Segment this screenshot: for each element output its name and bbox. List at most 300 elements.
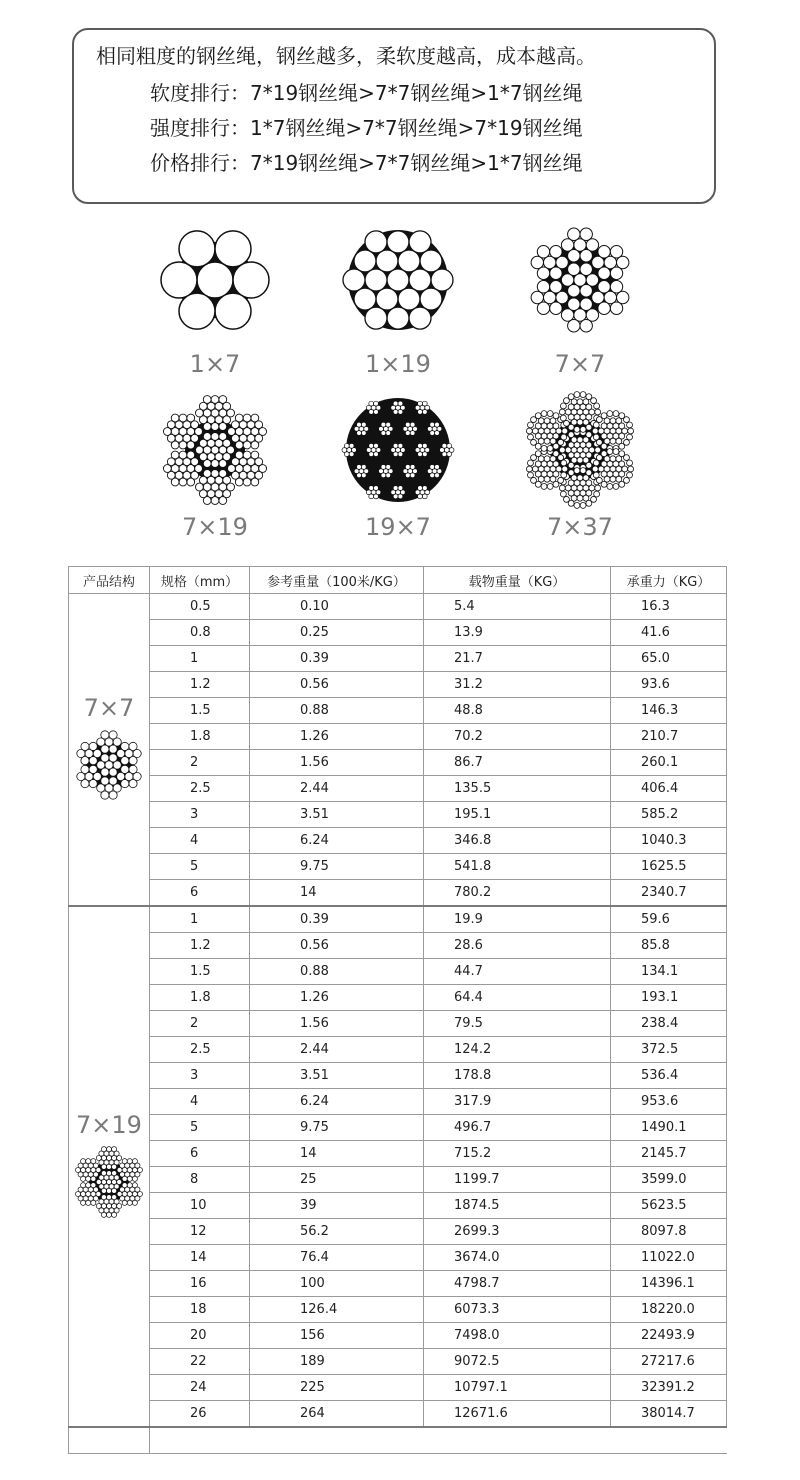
wire-circle <box>547 411 553 417</box>
wire-circle <box>535 413 541 419</box>
wire-circle <box>574 468 580 474</box>
wire-circle <box>106 1146 111 1151</box>
weight-cell: 264 <box>250 1401 424 1428</box>
weight-cell: 6.24 <box>250 828 424 854</box>
spec-cell: 14 <box>150 1245 250 1271</box>
load-cell: 21.7 <box>424 646 611 672</box>
wire-circle <box>586 462 592 468</box>
load-cell: 31.2 <box>424 672 611 698</box>
wire-circle <box>114 1199 119 1204</box>
spec-cell: 1.8 <box>150 985 250 1011</box>
wire-circle <box>580 228 592 240</box>
wire-circle <box>386 422 391 427</box>
weight-cell: 14 <box>250 880 424 907</box>
spec-cell: 1.8 <box>150 724 250 750</box>
wire-circle <box>81 742 89 750</box>
table-row <box>69 750 727 776</box>
capacity-cell: 27217.6 <box>611 1349 727 1375</box>
wire-circle <box>129 756 137 764</box>
wire-circle <box>187 478 195 486</box>
wire-circle <box>386 465 391 470</box>
table-row <box>69 1141 727 1167</box>
wire-circle <box>610 476 616 482</box>
wire-circle <box>544 438 550 444</box>
load-cell: 1874.5 <box>424 1193 611 1219</box>
spec-cell: 3 <box>150 802 250 828</box>
load-cell: 195.1 <box>424 802 611 828</box>
wire-circle <box>586 500 592 506</box>
weight-cell: 3.51 <box>250 1063 424 1089</box>
wire-circle <box>561 460 567 466</box>
wire-circle <box>91 1176 96 1181</box>
wire-circle <box>179 231 215 267</box>
wire-circle <box>106 1164 111 1169</box>
capacity-cell: 260.1 <box>611 750 727 776</box>
wire-circle <box>627 422 633 428</box>
wire-circle <box>349 443 354 448</box>
wire-circle <box>442 443 447 448</box>
wire-circle <box>627 434 633 440</box>
wire-circle <box>101 776 109 784</box>
wire-circle <box>550 302 562 314</box>
diagram-label-1x7: 1×7 <box>189 350 241 378</box>
wire-circle <box>86 1176 91 1181</box>
wire-circle <box>187 441 195 449</box>
wire-circle <box>409 269 431 291</box>
weight-cell: 2.44 <box>250 776 424 802</box>
table-row-empty <box>69 1427 727 1454</box>
weight-cell: 25 <box>250 1167 424 1193</box>
spec-cell: 18 <box>150 1297 250 1323</box>
capacity-cell: 1625.5 <box>611 854 727 880</box>
capacity-cell: 238.4 <box>611 1011 727 1037</box>
weight-cell: 1.56 <box>250 1011 424 1037</box>
header-capacity: 承重力（KG） <box>611 567 727 594</box>
wire-circle <box>593 422 599 428</box>
table-row <box>69 933 727 959</box>
wire-circle <box>568 263 580 275</box>
capacity-cell: 85.8 <box>611 933 727 959</box>
wire-circle <box>386 473 391 478</box>
wire-circle <box>219 460 227 468</box>
wire-circle <box>544 456 550 462</box>
wire-circle <box>580 298 592 310</box>
wire-circle <box>607 449 613 455</box>
wire-circle <box>106 1212 111 1217</box>
empty-cell <box>150 1427 727 1454</box>
wire-circle <box>255 458 263 466</box>
wire-circle <box>561 472 567 478</box>
wire-circle <box>171 414 179 422</box>
capacity-cell: 1040.3 <box>611 828 727 854</box>
spec-cell: 6 <box>150 880 250 907</box>
wire-circle <box>101 1146 106 1151</box>
wire-circle <box>447 443 452 448</box>
wire-circle <box>628 466 634 472</box>
wire-circle <box>610 281 622 293</box>
wire-circle <box>607 411 613 417</box>
rope-7x19-diagram <box>155 390 275 510</box>
empty-cell <box>69 1427 150 1454</box>
capacity-cell: 41.6 <box>611 620 727 646</box>
wire-circle <box>550 246 562 258</box>
wire-circle <box>243 451 251 459</box>
capacity-cell: 93.6 <box>611 672 727 698</box>
wire-circle <box>550 281 562 293</box>
wire-circle <box>374 494 379 499</box>
wire-circle <box>409 307 431 329</box>
wire-circle <box>526 466 532 472</box>
wire-circle <box>398 401 403 406</box>
product-structure-label: 7×19 <box>76 1110 142 1139</box>
spec-cell: 8 <box>150 1167 250 1193</box>
wire-circle <box>361 431 366 436</box>
wire-circle <box>544 418 550 424</box>
wire-circle <box>422 401 427 406</box>
wire-circle <box>223 439 231 447</box>
wire-circle <box>81 1158 86 1163</box>
header-structure: 产品结构 <box>69 567 150 594</box>
wire-circle <box>86 1158 91 1163</box>
wire-circle <box>610 246 622 258</box>
wire-circle <box>106 1170 111 1175</box>
wire-circle <box>191 458 199 466</box>
load-cell: 3674.0 <box>424 1245 611 1271</box>
wire-circle <box>613 411 619 417</box>
wire-circle <box>422 494 427 499</box>
spec-cell: 5 <box>150 854 250 880</box>
capacity-cell: 2340.7 <box>611 880 727 907</box>
wire-circle <box>619 481 625 487</box>
load-cell: 2699.3 <box>424 1219 611 1245</box>
wire-circle <box>598 246 610 258</box>
wire-circle <box>393 401 398 406</box>
wire-circle <box>179 293 215 329</box>
load-cell: 9072.5 <box>424 1349 611 1375</box>
wire-circle <box>544 476 550 482</box>
wire-circle <box>580 502 586 508</box>
load-cell: 64.4 <box>424 985 611 1011</box>
wire-circle <box>593 434 599 440</box>
weight-cell: 0.39 <box>250 906 424 933</box>
weight-cell: 1.26 <box>250 985 424 1011</box>
wire-circle <box>121 742 129 750</box>
wire-circle <box>418 401 423 406</box>
load-cell: 317.9 <box>424 1089 611 1115</box>
wire-circle <box>410 473 415 478</box>
wire-circle <box>562 428 568 434</box>
wire-circle <box>613 483 619 489</box>
capacity-cell: 3599.0 <box>611 1167 727 1193</box>
weight-cell: 100 <box>250 1271 424 1297</box>
intro-line-summary: 相同粗度的钢丝绳，钢丝越多，柔软度越高，成本越高。 <box>96 44 596 68</box>
wire-circle <box>574 426 580 432</box>
wire-circle <box>418 486 423 491</box>
weight-cell: 0.88 <box>250 959 424 985</box>
spec-cell: 0.5 <box>150 594 250 620</box>
wire-circle <box>387 231 409 253</box>
load-cell: 44.7 <box>424 959 611 985</box>
wire-circle <box>535 451 541 457</box>
wire-circle <box>586 404 592 410</box>
wire-circle <box>387 269 409 291</box>
spec-cell: 2 <box>150 1011 250 1037</box>
wire-circle <box>430 465 435 470</box>
wire-circle <box>127 1182 132 1187</box>
wire-circle <box>422 486 427 491</box>
wire-circle <box>586 442 592 448</box>
wire-circle <box>580 285 592 297</box>
capacity-cell: 210.7 <box>611 724 727 750</box>
wire-circle <box>114 1175 119 1180</box>
wire-circle <box>376 250 398 272</box>
load-cell: 19.9 <box>424 906 611 933</box>
wire-circle <box>211 423 219 431</box>
wire-circle <box>447 452 452 457</box>
wire-circle <box>223 402 231 410</box>
wire-circle <box>398 486 403 491</box>
load-cell: 4798.7 <box>424 1271 611 1297</box>
wire-circle <box>528 422 534 428</box>
capacity-cell: 372.5 <box>611 1037 727 1063</box>
load-cell: 48.8 <box>424 698 611 724</box>
wire-circle <box>577 399 583 405</box>
wire-circle <box>568 298 580 310</box>
diagram-label-19x7: 19×7 <box>365 513 431 541</box>
spec-table <box>68 566 727 1454</box>
wire-circle <box>89 765 97 773</box>
load-cell: 12671.6 <box>424 1401 611 1428</box>
product-structure-diagram <box>72 1145 146 1219</box>
intro-line-price: 价格排行：7*19钢丝绳>7*7钢丝绳>1*7钢丝绳 <box>150 151 583 175</box>
wire-circle <box>235 451 243 459</box>
wire-circle <box>568 394 574 400</box>
capacity-cell: 59.6 <box>611 906 727 933</box>
table-row <box>69 1089 727 1115</box>
wire-circle <box>101 1170 106 1175</box>
spec-cell: 1 <box>150 906 250 933</box>
table-row <box>69 985 727 1011</box>
diagram-label-7x7: 7×7 <box>554 350 606 378</box>
wire-circle <box>561 434 567 440</box>
wire-circle <box>369 443 374 448</box>
wire-circle <box>393 443 398 448</box>
wire-circle <box>560 415 566 421</box>
capacity-cell: 146.3 <box>611 698 727 724</box>
table-row <box>69 1323 727 1349</box>
weight-cell: 0.56 <box>250 933 424 959</box>
spec-cell: 2 <box>150 750 250 776</box>
wire-circle <box>381 422 386 427</box>
weight-cell: 2.44 <box>250 1037 424 1063</box>
wire-circle <box>211 460 219 468</box>
wire-circle <box>574 392 580 398</box>
weight-cell: 76.4 <box>250 1245 424 1271</box>
wire-circle <box>112 1188 117 1193</box>
wire-circle <box>592 466 598 472</box>
wire-circle <box>405 422 410 427</box>
wire-circle <box>574 502 580 508</box>
spec-cell: 6 <box>150 1141 250 1167</box>
rope-19x7-diagram <box>338 390 458 510</box>
weight-cell: 9.75 <box>250 1115 424 1141</box>
spec-cell: 16 <box>150 1271 250 1297</box>
load-cell: 6073.3 <box>424 1297 611 1323</box>
table-row <box>69 646 727 672</box>
wire-circle <box>215 231 251 267</box>
weight-cell: 0.56 <box>250 672 424 698</box>
spec-cell: 0.8 <box>150 620 250 646</box>
table-row <box>69 620 727 646</box>
table-row <box>69 1219 727 1245</box>
wire-circle <box>109 791 117 799</box>
wire-circle <box>596 439 602 445</box>
rope-7x7-diagram <box>520 220 640 340</box>
wire-circle <box>357 465 362 470</box>
table-row <box>69 594 727 620</box>
load-cell: 178.8 <box>424 1063 611 1089</box>
wire-circle <box>361 473 366 478</box>
table-row <box>69 1011 727 1037</box>
wire-circle <box>528 434 534 440</box>
wire-circle <box>435 422 440 427</box>
wire-circle <box>577 419 583 425</box>
weight-cell: 14 <box>250 1141 424 1167</box>
wire-circle <box>610 267 622 279</box>
wire-circle <box>112 1164 117 1169</box>
weight-cell: 0.88 <box>250 698 424 724</box>
wire-circle <box>547 483 553 489</box>
wire-circle <box>109 730 117 738</box>
header-load: 载物重量（KG） <box>424 567 611 594</box>
wire-circle <box>422 443 427 448</box>
capacity-cell: 14396.1 <box>611 1271 727 1297</box>
wire-circle <box>610 438 616 444</box>
wire-circle <box>365 269 387 291</box>
wire-circle <box>613 449 619 455</box>
wire-circle <box>354 250 376 272</box>
wire-circle <box>122 1158 127 1163</box>
wire-circle <box>594 491 600 497</box>
wire-circle <box>223 476 231 484</box>
spec-cell: 1.2 <box>150 672 250 698</box>
wire-circle <box>628 428 634 434</box>
wire-circle <box>568 432 574 438</box>
wire-circle <box>537 281 549 293</box>
wire-circle <box>541 445 547 451</box>
wire-circle <box>374 401 379 406</box>
wire-circle <box>365 307 387 329</box>
table-row <box>69 1349 727 1375</box>
wire-circle <box>191 421 199 429</box>
weight-cell: 0.25 <box>250 620 424 646</box>
table-row <box>69 1375 727 1401</box>
wire-circle <box>418 443 423 448</box>
table-row <box>69 880 727 907</box>
wire-circle <box>203 470 211 478</box>
wire-circle <box>580 263 592 275</box>
wire-circle <box>127 1158 132 1163</box>
strand-1x19-diagram <box>338 220 458 340</box>
table-row <box>69 672 727 698</box>
load-cell: 5.4 <box>424 594 611 620</box>
wire-circle <box>255 421 263 429</box>
wire-circle <box>528 460 534 466</box>
wire-circle <box>381 465 386 470</box>
wire-circle <box>601 451 607 457</box>
product-structure-cell <box>69 594 150 907</box>
wire-circle <box>101 753 109 761</box>
wire-circle <box>135 1187 140 1192</box>
table-row <box>69 1063 727 1089</box>
weight-cell: 0.10 <box>250 594 424 620</box>
wire-circle <box>219 423 227 431</box>
wire-circle <box>349 452 354 457</box>
wire-circle <box>627 472 633 478</box>
wire-circle <box>369 401 374 406</box>
load-cell: 124.2 <box>424 1037 611 1063</box>
table-row <box>69 1401 727 1428</box>
capacity-cell: 536.4 <box>611 1063 727 1089</box>
table-row <box>69 906 727 933</box>
table-row <box>69 1245 727 1271</box>
wire-circle <box>553 461 559 467</box>
wire-circle <box>420 250 442 272</box>
diagram-label-7x37: 7×37 <box>547 513 613 541</box>
wire-circle <box>398 288 420 310</box>
wire-circle <box>106 1194 111 1199</box>
wire-circle <box>93 1163 98 1168</box>
wire-circle <box>135 1163 140 1168</box>
wire-circle <box>127 1176 132 1181</box>
wire-circle <box>357 422 362 427</box>
wire-circle <box>219 497 227 505</box>
wire-circle <box>109 776 117 784</box>
wire-circle <box>596 477 602 483</box>
spec-cell: 26 <box>150 1401 250 1428</box>
wire-circle <box>580 392 586 398</box>
load-cell: 496.7 <box>424 1115 611 1141</box>
wire-circle <box>114 1151 119 1156</box>
wire-circle <box>93 1187 98 1192</box>
capacity-cell: 32391.2 <box>611 1375 727 1401</box>
table-row <box>69 724 727 750</box>
spec-cell: 12 <box>150 1219 250 1245</box>
wire-circle <box>197 262 233 298</box>
wire-circle <box>435 431 440 436</box>
wire-circle <box>610 456 616 462</box>
spec-cell: 2.5 <box>150 776 250 802</box>
wire-circle <box>211 470 219 478</box>
wire-circle <box>627 460 633 466</box>
wire-circle <box>81 765 89 773</box>
wire-circle <box>398 443 403 448</box>
capacity-cell: 134.1 <box>611 959 727 985</box>
spec-cell: 1.5 <box>150 698 250 724</box>
wire-circle <box>577 457 583 463</box>
wire-circle <box>376 288 398 310</box>
wire-circle <box>251 441 259 449</box>
header-weight: 参考重量（100米/KG） <box>250 567 424 594</box>
spec-cell: 4 <box>150 828 250 854</box>
weight-cell: 56.2 <box>250 1219 424 1245</box>
wire-circle <box>132 1200 137 1205</box>
wire-circle <box>235 414 243 422</box>
capacity-cell: 193.1 <box>611 985 727 1011</box>
wire-circle <box>560 403 566 409</box>
spec-cell: 10 <box>150 1193 250 1219</box>
wire-circle <box>405 465 410 470</box>
